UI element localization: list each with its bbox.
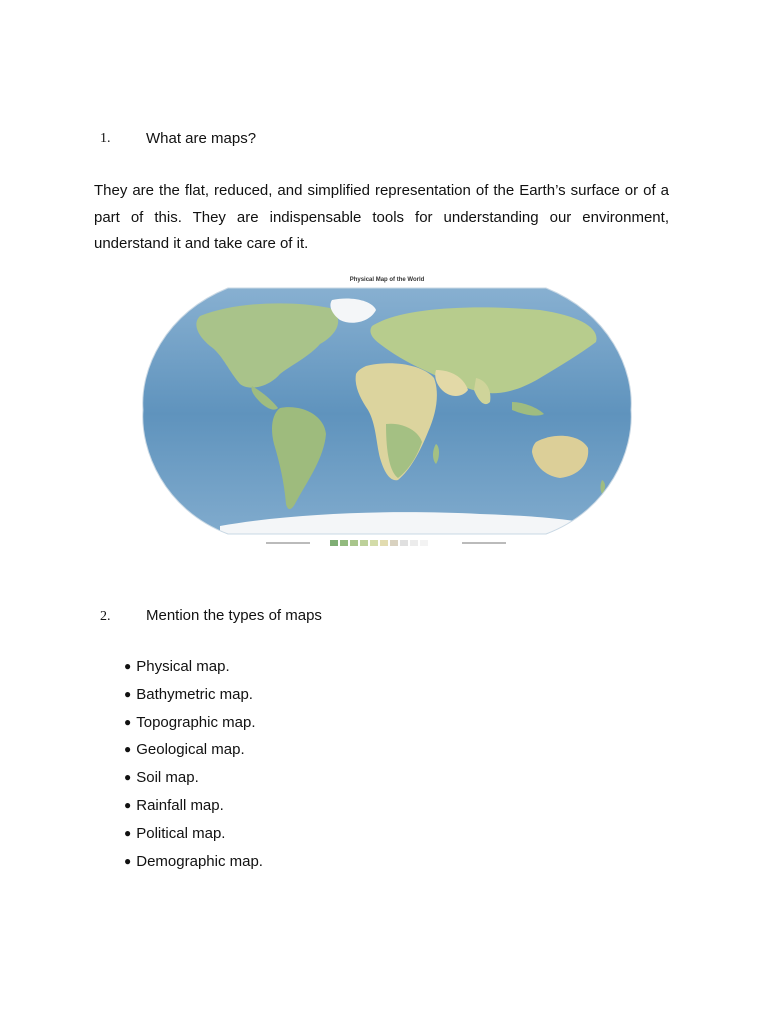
bullet-icon: ●	[124, 659, 132, 673]
bullet-icon: ●	[124, 742, 132, 757]
question-2-text: Mention the types of maps	[146, 607, 322, 624]
list-item	[124, 710, 263, 738]
bullet-icon: ●	[124, 714, 132, 729]
bullet-icon: ●	[124, 797, 132, 812]
list-item-label: Demographic map.	[136, 852, 263, 870]
world-map-image	[140, 274, 634, 554]
list-item	[124, 737, 263, 765]
list-item	[124, 765, 263, 793]
map-types-list	[124, 654, 263, 876]
list-item	[124, 821, 263, 849]
answer-paragraph: They are the flat, reduced, and simplified representation of the Earth’s surface or of a part of this. They are indispensable tools for understanding our environment, understand it and take care of it.	[94, 182, 669, 252]
list-item	[124, 654, 263, 682]
question-1-number: 1.	[100, 131, 111, 146]
map-title: Physical Map of the World	[349, 277, 425, 283]
list-item-label: Soil map.	[136, 769, 199, 787]
bullet-icon: ●	[124, 686, 132, 701]
bullet-icon: ●	[124, 770, 132, 785]
bullet-icon: ●	[124, 825, 132, 840]
list-item-label: Topographic map.	[136, 713, 256, 731]
bullet-icon: ●	[124, 853, 132, 868]
list-item	[124, 682, 263, 710]
list-item-label: Bathymetric map.	[136, 685, 253, 703]
question-1-text: What are maps?	[146, 130, 257, 147]
list-item	[124, 849, 263, 877]
question-2-number: 2.	[100, 609, 111, 624]
map-legend	[266, 540, 506, 546]
list-item-label: Political map.	[136, 824, 226, 842]
list-item	[124, 793, 263, 821]
list-item-label: Rainfall map.	[136, 796, 224, 814]
world-map-figure	[140, 274, 634, 554]
list-item-label: Physical map.	[136, 658, 230, 675]
list-item-label: Geological map.	[136, 741, 245, 759]
